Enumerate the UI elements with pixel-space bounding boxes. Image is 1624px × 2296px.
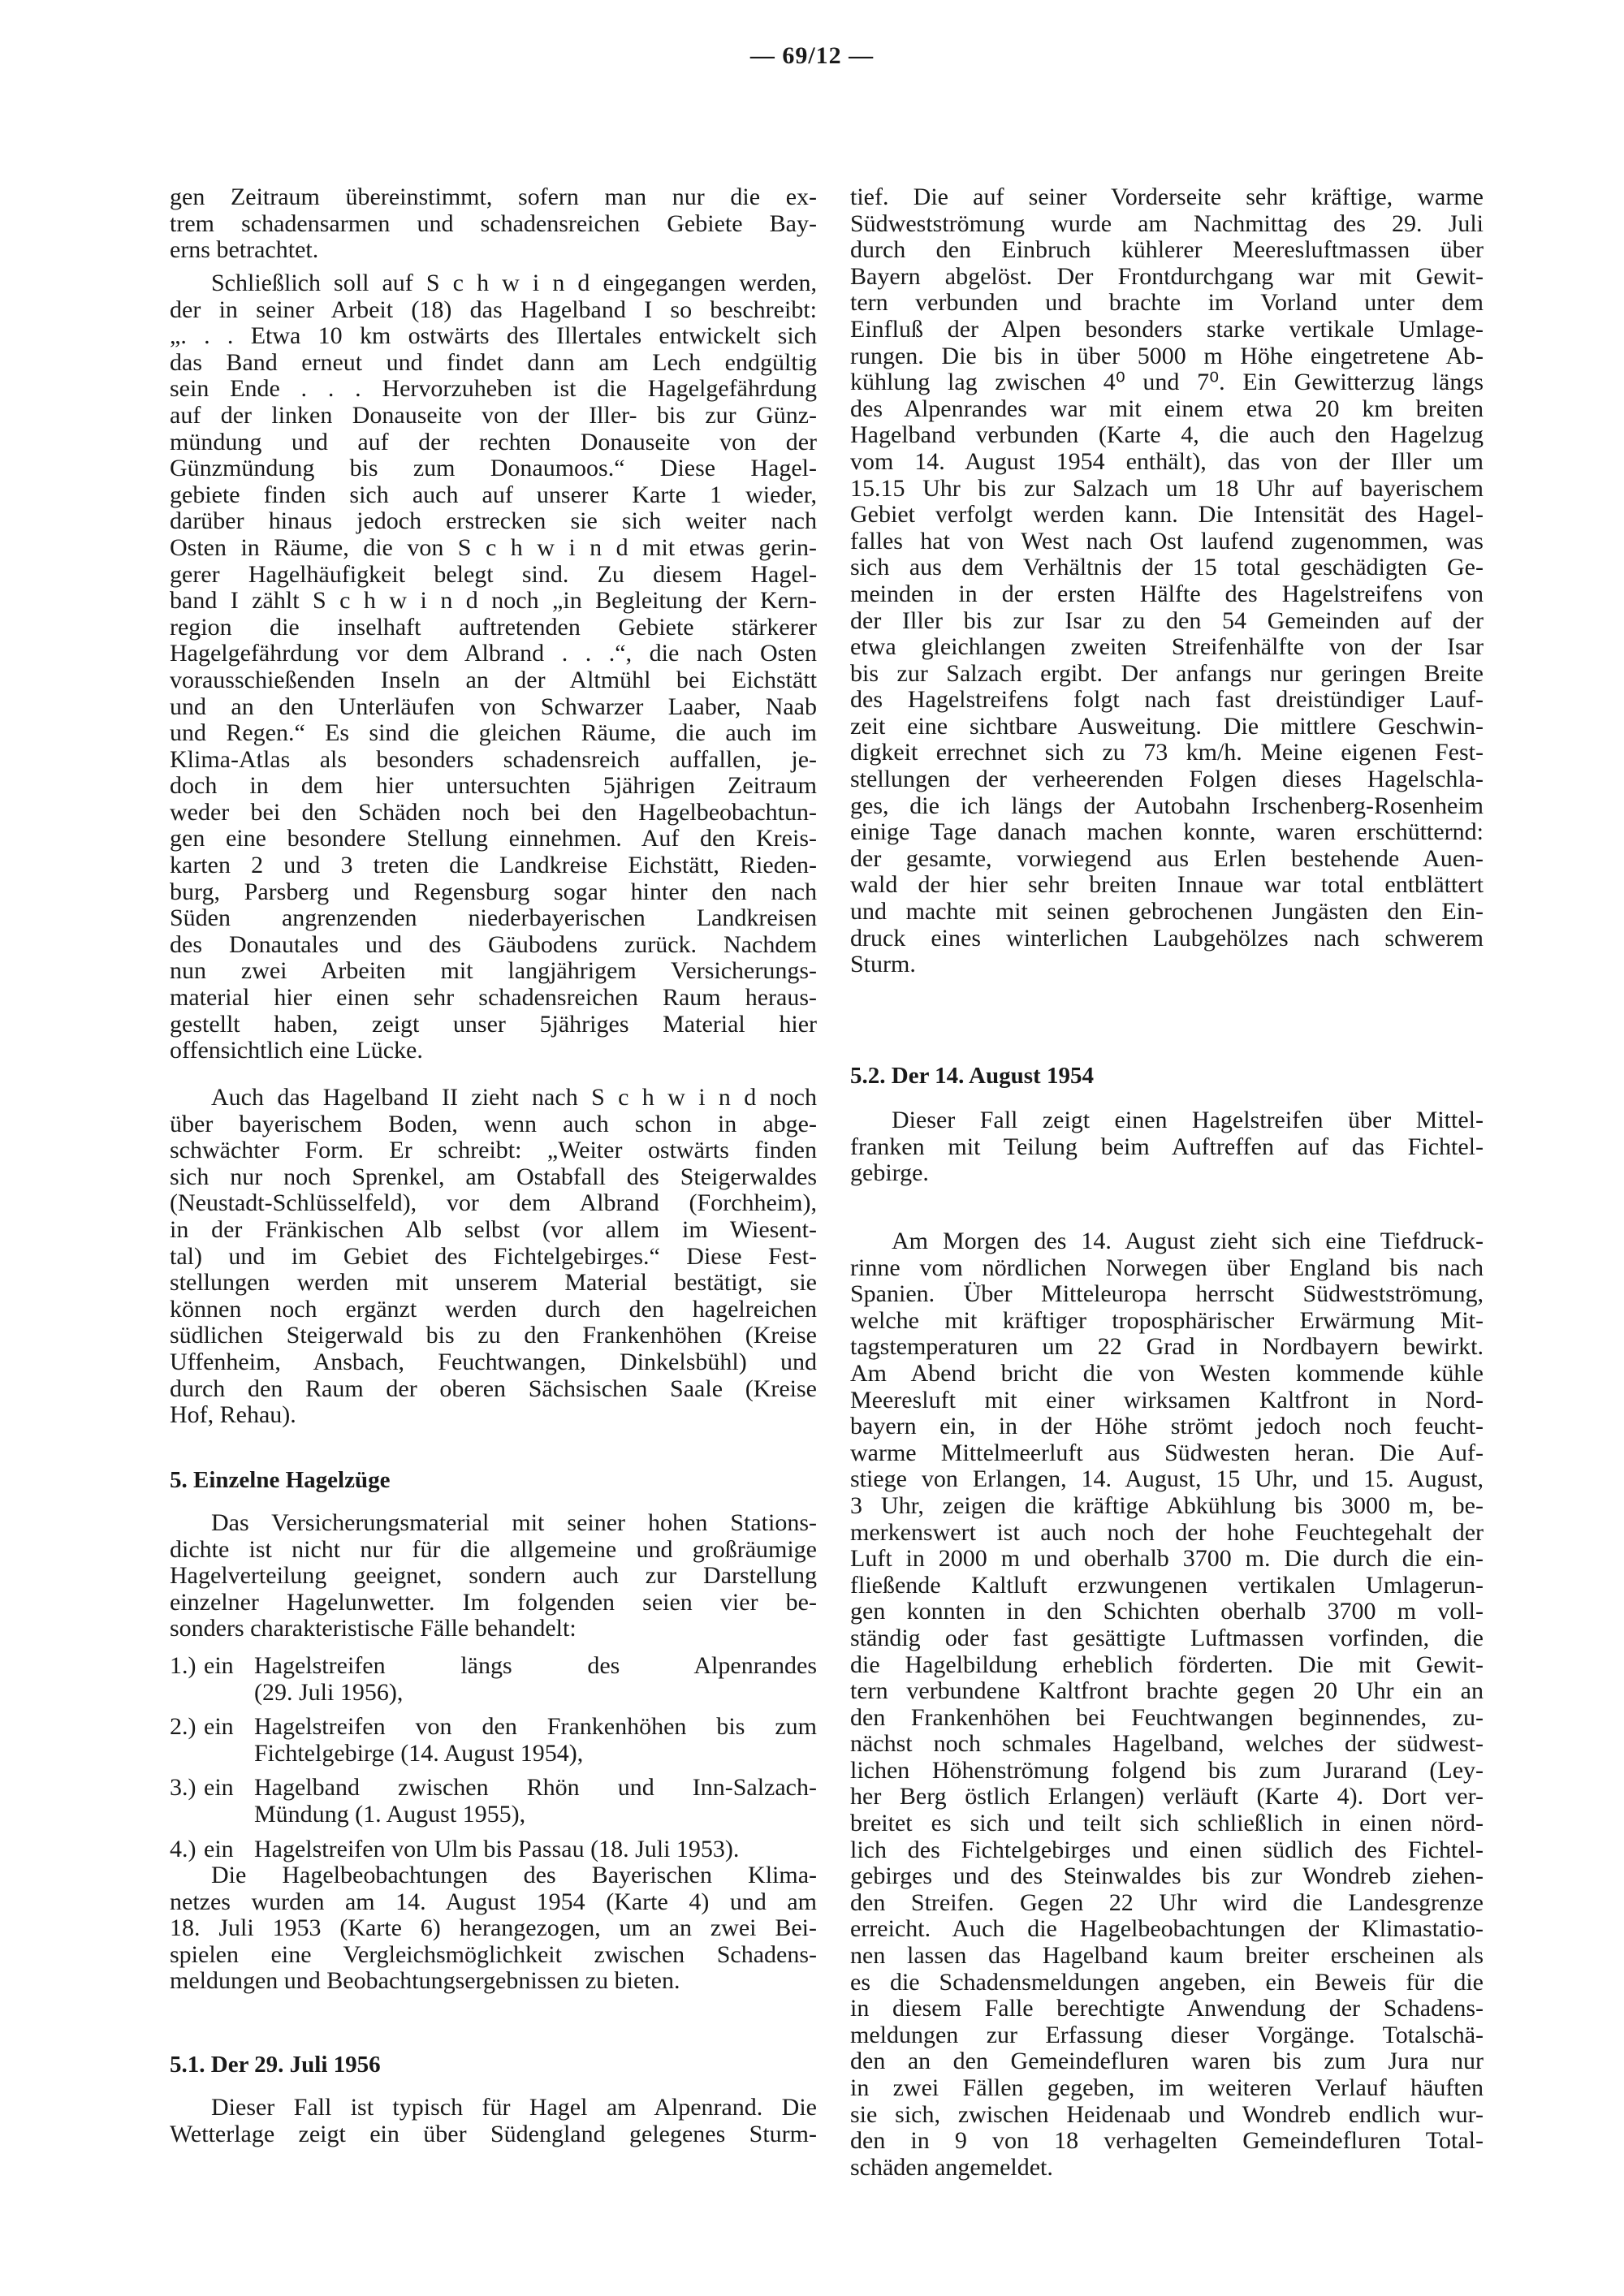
text-line: Dieser Fall zeigt einen Hagelstreifen über Mittel- xyxy=(892,1107,1484,1133)
text-line: den in 9 von 18 verhagelten Gemeindefluren Total- xyxy=(850,2128,1484,2155)
text-line: des Donautales und des Gäubodens zurück. Nachdem xyxy=(170,931,817,958)
text-line: gestellt haben, zeigt unser 5jähriges Material hier xyxy=(170,1011,817,1038)
text-line: den Streifen. Gegen 22 Uhr wird die Landesgrenze xyxy=(850,1889,1484,1916)
text-line: gerer Hagelhäufigkeit belegt sind. Zu diesem Hagel- xyxy=(170,561,817,588)
text-line: Auch das Hagelband II zieht nach S c h w i n d noch xyxy=(211,1085,817,1111)
text-line: digkeit errechnet sich zu 73 km/h. Meine eigenen Fest- xyxy=(850,740,1484,766)
text-line: und an den Unterläufen von Schwarzer Laaber, Naab xyxy=(170,693,817,720)
text-line: rinne vom nördlichen Norwegen über England bis nach xyxy=(850,1254,1484,1281)
text-line: spielen eine Vergleichsmöglichkeit zwischen Schadens- xyxy=(170,1941,817,1968)
text-line: meinden in der ersten Hälfte des Hagelstreifens von xyxy=(850,580,1484,607)
list-article: ein xyxy=(204,1774,234,1802)
text-line: sein Ende . . . Hervorzuheben ist die Hagelgefährdung xyxy=(170,376,817,403)
text-line: franken mit Teilung beim Auftreffen auf das Fichtel- xyxy=(850,1133,1484,1160)
text-line: ges, die ich längs der Autobahn Irschenberg-Rosenheim xyxy=(850,792,1484,819)
text-line: Einfluß der Alpen besonders starke vertikale Umlage- xyxy=(850,316,1484,343)
text-line: Das Versicherungsmaterial mit seiner hohen Stations- xyxy=(211,1510,817,1536)
text-line: Südwestströmung wurde am Nachmittag des 29. Juli xyxy=(850,210,1484,237)
text-line: den Frankenhöhen bei Feuchtwangen beginnendes, zu- xyxy=(850,1704,1484,1731)
text-line: warme Mittelmeerluft aus Südwesten heran. Die Auf- xyxy=(850,1439,1484,1466)
text-line: Günzmündung bis zum Donaumoos.“ Diese Hagel- xyxy=(170,455,817,482)
text-line: und Regen.“ Es sind die gleichen Räume, die auch im xyxy=(170,720,817,747)
text-line: erreicht. Auch die Hagelbeobachtungen der Klimastatio- xyxy=(850,1916,1484,1943)
text-line: Am Abend bricht die von Westen kommende kühle xyxy=(850,1360,1484,1387)
text-line: auf der linken Donauseite von der Iller- bis zur Günz- xyxy=(170,402,817,429)
text-line: Klima-Atlas als besonders schadensreich auffallen, je- xyxy=(170,746,817,773)
text-line: gebirges und des Steinwaldes bis zur Wondreb ziehen- xyxy=(850,1863,1484,1890)
text-line: vom 14. August 1954 enthält), das von der Iller um xyxy=(850,448,1484,475)
paragraph xyxy=(850,184,1484,978)
text-line: trem schadensarmen und schadensreichen Gebiete Bay- xyxy=(170,210,817,237)
text-line: karten 2 und 3 treten die Landkreise Eichstätt, Rieden- xyxy=(170,852,817,879)
text-line: etwa gleichlangen zweiten Streifenhälfte von der Isar xyxy=(850,634,1484,661)
text-line: tern verbunden und brachte im Vorland unter dem xyxy=(850,290,1484,317)
text-line: der gesamte, vorwiegend aus Erlen bestehende Auen- xyxy=(850,845,1484,872)
text-line: schäden angemeldet. xyxy=(850,2154,1053,2181)
paragraph xyxy=(170,1510,817,1642)
text-line: Hagelstreifen längs des Alpenrandes xyxy=(254,1653,817,1679)
text-line: 3 Uhr, zeigen die kräftige Abkühlung bis 3000 m, be- xyxy=(850,1492,1484,1519)
text-line: Meeresluft mit einer wirksamen Kaltfront in Nord- xyxy=(850,1387,1484,1413)
text-line: Hagelstreifen von Ulm bis Passau (18. Juli 1953). xyxy=(254,1836,740,1862)
section-heading: 5.1. Der 29. Juli 1956 xyxy=(170,2052,381,2078)
text-line: in diesem Falle berechtigte Anwendung der Schadens- xyxy=(850,1996,1484,2022)
list-article: ein xyxy=(204,1652,234,1679)
text-line: Hagelstreifen von den Frankenhöhen bis zum xyxy=(254,1714,817,1741)
text-line: zeit eine sichtbare Ausweitung. Die mittlere Geschwin- xyxy=(850,713,1484,740)
text-line: meldungen zur Erfassung dieser Vorgänge. Totalschä- xyxy=(850,2022,1484,2048)
text-line: fließende Kaltluft erzwungenen vertikalen Umlagerun- xyxy=(850,1572,1484,1599)
text-line: gen Zeitraum übereinstimmt, sofern man nur die ex- xyxy=(170,184,817,210)
paragraph xyxy=(170,270,817,1064)
text-line: dichte ist nicht nur für die allgemeine und großräumige xyxy=(170,1536,817,1563)
list-item-text xyxy=(254,1714,817,1767)
text-line: vorausschießenden Inseln an der Altmühl bei Eichstätt xyxy=(170,667,817,693)
text-line: sie sich, zwischen Heidenaab und Wondreb endlich wur- xyxy=(850,2101,1484,2128)
text-line: stellungen werden mit unserem Material bestätigt, sie xyxy=(170,1270,817,1297)
text-line: „. . . Etwa 10 km ostwärts des Illertales entwickelt sich xyxy=(170,323,817,350)
text-line: Gebiet verfolgt werden kann. Die Intensität des Hagel- xyxy=(850,502,1484,529)
text-line: durch den Raum der oberen Sächsischen Saale (Kreise xyxy=(170,1375,817,1402)
text-line: merkenswert ist auch noch der hohe Feuchtegehalt der xyxy=(850,1519,1484,1546)
text-line: material hier einen sehr schadensreichen Raum heraus- xyxy=(170,985,817,1012)
text-line: bayern ein, in der Höhe strömt jedoch noch feucht- xyxy=(850,1413,1484,1440)
text-line: burg, Parsberg und Regensburg sogar hinter den nach xyxy=(170,878,817,905)
text-line: Dieser Fall ist typisch für Hagel am Alpenrand. Die xyxy=(211,2095,817,2121)
list-item xyxy=(170,1653,817,1706)
text-line: wald der hier sehr breiten Innaue war total entblättert xyxy=(850,872,1484,899)
list-item-text xyxy=(254,1775,817,1828)
text-line: gen eine besondere Stellung einnehmen. Auf den Kreis- xyxy=(170,826,817,852)
text-line: Mündung (1. August 1955), xyxy=(254,1801,526,1828)
text-line: falles hat von West nach Ost laufend zugenommen, was xyxy=(850,528,1484,555)
case-list xyxy=(170,1653,817,1871)
text-line: nächst noch schmales Hagelband, welches der südwest- xyxy=(850,1731,1484,1758)
text-line: 15.15 Uhr bis zur Salzach um 18 Uhr auf bayerischem xyxy=(850,475,1484,502)
list-article: ein xyxy=(204,1713,234,1741)
text-line: Osten in Räume, die von S c h w i n d mit etwas gerin- xyxy=(170,534,817,561)
paragraph xyxy=(170,184,817,264)
text-line: es die Schadensmeldungen angeben, ein Beweis für die xyxy=(850,1969,1484,1996)
text-line: mündung und auf der rechten Donauseite von der xyxy=(170,429,817,455)
text-line: offensichtlich eine Lücke. xyxy=(170,1038,423,1064)
text-line: der in seiner Arbeit (18) das Hagelband I so beschreibt: xyxy=(170,296,817,323)
text-line: schwächter Form. Er schreibt: „Weiter ostwärts finden xyxy=(170,1137,817,1164)
text-line: tief. Die auf seiner Vorderseite sehr kräftige, warme xyxy=(850,184,1484,210)
text-line: des Alpenrandes war mit einem etwa 20 km breiten xyxy=(850,395,1484,422)
text-line: Am Morgen des 14. August zieht sich eine Tiefdruck- xyxy=(892,1228,1484,1254)
text-line: lich des Fichtelgebirges und einen südlich des Fichtel- xyxy=(850,1836,1484,1863)
text-line: Süden angrenzenden niederbayerischen Landkreisen xyxy=(170,905,817,932)
text-line: 18. Juli 1953 (Karte 6) herangezogen, um an zwei Bei- xyxy=(170,1915,817,1942)
paragraph xyxy=(850,1107,1484,1187)
text-line: druck eines winterlichen Laubgehölzes nach schwerem xyxy=(850,925,1484,952)
text-line: Luft in 2000 m und oberhalb 3700 m. Die durch die ein- xyxy=(850,1546,1484,1573)
text-line: erns betrachtet. xyxy=(170,237,319,264)
text-line: sich aus dem Verhältnis der 15 total geschädigten Ge- xyxy=(850,555,1484,581)
text-line: tagstemperaturen um 22 Grad in Nordbayern bewirkt. xyxy=(850,1334,1484,1361)
text-line: des Hagelstreifens folgt nach fast dreistündiger Lauf- xyxy=(850,687,1484,714)
text-line: die Hagelbildung erheblich förderten. Die mit Gewit- xyxy=(850,1651,1484,1678)
text-line: Fichtelgebirge (14. August 1954), xyxy=(254,1740,584,1767)
text-line: her Berg östlich Erlangen) verläuft (Karte 4). Dort ver- xyxy=(850,1784,1484,1810)
text-line: einige Tage danach machen konnte, waren erschütternd: xyxy=(850,819,1484,846)
text-line: netzes wurden am 14. August 1954 (Karte 4) und am xyxy=(170,1888,817,1915)
text-line: durch den Einbruch kühlerer Meeresluftmassen über xyxy=(850,237,1484,264)
text-line: darüber hinaus jedoch erstrecken sie sich weiter nach xyxy=(170,508,817,535)
text-line: das Band erneut und findet dann am Lech endgültig xyxy=(170,349,817,376)
text-line: region die inselhaft auftretenden Gebiete stärkerer xyxy=(170,614,817,641)
list-number: 3.) xyxy=(170,1774,197,1802)
text-line: Uffenheim, Ansbach, Feuchtwangen, Dinkelsbühl) und xyxy=(170,1349,817,1375)
text-line: sonders charakteristische Fälle behandelt: xyxy=(170,1616,577,1642)
text-line: gebiete finden sich auch auf unserer Karte 1 wieder, xyxy=(170,481,817,508)
text-line: band I zählt S c h w i n d noch „in Begleitung der Kern- xyxy=(170,588,817,615)
text-line: kühlung lag zwischen 4⁰ und 7⁰. Ein Gewitterzug längs xyxy=(850,369,1484,396)
text-line: tal) und im Gebiet des Fichtelgebirges.“ Diese Fest- xyxy=(170,1243,817,1270)
paragraph xyxy=(170,1862,817,1995)
text-line: Hof, Rehau). xyxy=(170,1402,296,1429)
list-item xyxy=(170,1775,817,1828)
text-line: breitet es sich und teilt sich schließlich in einen nörd- xyxy=(850,1810,1484,1837)
text-line: Hagelgefährdung vor dem Albrand . . .“, die nach Osten xyxy=(170,641,817,667)
text-line: meldungen und Beobachtungsergebnissen zu bieten. xyxy=(170,1968,680,1995)
text-line: bis zur Salzach ergibt. Der anfangs nur geringen Breite xyxy=(850,660,1484,687)
text-line: Die Hagelbeobachtungen des Bayerischen Klima- xyxy=(211,1862,817,1888)
text-line: Schließlich soll auf S c h w i n d eingegangen werden, xyxy=(211,270,817,296)
section-heading: 5. Einzelne Hagelzüge xyxy=(170,1467,391,1493)
text-line: ständig oder fast gesättigte Luftmassen vorfinden, die xyxy=(850,1625,1484,1651)
text-line: einzelner Hagelunwetter. Im folgenden seien vier be- xyxy=(170,1589,817,1616)
list-number: 1.) xyxy=(170,1652,197,1679)
text-line: Spanien. Über Mitteleuropa herrscht Südwestströmung, xyxy=(850,1281,1484,1308)
text-line: in zwei Fällen gegeben, im weiteren Verlauf häuften xyxy=(850,2075,1484,2101)
list-item-text xyxy=(254,1836,817,1863)
text-line: gen konnten in den Schichten oberhalb 3700 m voll- xyxy=(850,1599,1484,1625)
text-line: Wetterlage zeigt ein über Südengland gelegenes Sturm- xyxy=(170,2121,817,2147)
text-line: stellungen der verheerenden Folgen dieses Hagelschla- xyxy=(850,766,1484,793)
text-line: sich nur noch Sprenkel, am Ostabfall des Steigerwaldes xyxy=(170,1163,817,1190)
text-line: über bayerischem Boden, wenn auch schon in abge- xyxy=(170,1111,817,1137)
text-line: Bayern abgelöst. Der Frontdurchgang war mit Gewit- xyxy=(850,263,1484,290)
list-article: ein xyxy=(204,1835,234,1862)
list-number: 4.) xyxy=(170,1835,197,1862)
text-line: nen lassen das Hagelband kaum breiter erscheinen als xyxy=(850,1943,1484,1970)
text-line: südlichen Steigerwald bis zu den Frankenhöhen (Kreise xyxy=(170,1323,817,1349)
paragraph xyxy=(850,1228,1484,2181)
text-line: (Neustadt-Schlüsselfeld), vor dem Albrand (Forchheim), xyxy=(170,1190,817,1217)
text-line: Sturm. xyxy=(850,952,916,978)
text-line: können noch ergänzt werden durch den hagelreichen xyxy=(170,1296,817,1323)
text-line: stiege von Erlangen, 14. August, 15 Uhr, und 15. August, xyxy=(850,1466,1484,1493)
list-item-text xyxy=(254,1653,817,1706)
text-line: lichen Höhenströmung folgend bis zum Jurarand (Ley- xyxy=(850,1757,1484,1784)
text-line: der Iller bis zur Isar zu den 54 Gemeinden auf der xyxy=(850,607,1484,634)
text-line: Hagelverteilung geeignet, sondern auch zur Darstellung xyxy=(170,1563,817,1590)
page-number: — 69/12 — xyxy=(749,42,875,69)
text-line: (29. Juli 1956), xyxy=(254,1679,404,1706)
list-number: 2.) xyxy=(170,1713,197,1741)
paragraph xyxy=(170,1085,817,1429)
list-item xyxy=(170,1836,817,1863)
text-line: Hagelband verbunden (Karte 4, die auch den Hagelzug xyxy=(850,422,1484,449)
paragraph xyxy=(170,2095,817,2147)
text-line: doch in dem hier untersuchten 5jährigen Zeitraum xyxy=(170,773,817,800)
text-line: Hagelband zwischen Rhön und Inn-Salzach- xyxy=(254,1775,817,1802)
text-line: den an den Gemeindefluren waren bis zum Jura nur xyxy=(850,2048,1484,2075)
text-line: weder bei den Schäden noch bei den Hagelbeobachtun- xyxy=(170,799,817,826)
section-heading: 5.2. Der 14. August 1954 xyxy=(850,1063,1094,1089)
text-line: und machte mit seinen gebrochenen Jungästen den Ein- xyxy=(850,899,1484,926)
text-line: nun zwei Arbeiten mit langjährigem Versicherungs- xyxy=(170,958,817,985)
text-line: tern verbundene Kaltfront brachte gegen 20 Uhr ein an xyxy=(850,1678,1484,1705)
text-line: in der Fränkischen Alb selbst (vor allem im Wiesent- xyxy=(170,1216,817,1243)
list-item xyxy=(170,1714,817,1767)
text-line: rungen. Die bis in über 5000 m Höhe eingetretene Ab- xyxy=(850,343,1484,369)
text-line: gebirge. xyxy=(850,1160,929,1187)
text-line: welche mit kräftiger troposphärischer Erwärmung Mit- xyxy=(850,1307,1484,1334)
